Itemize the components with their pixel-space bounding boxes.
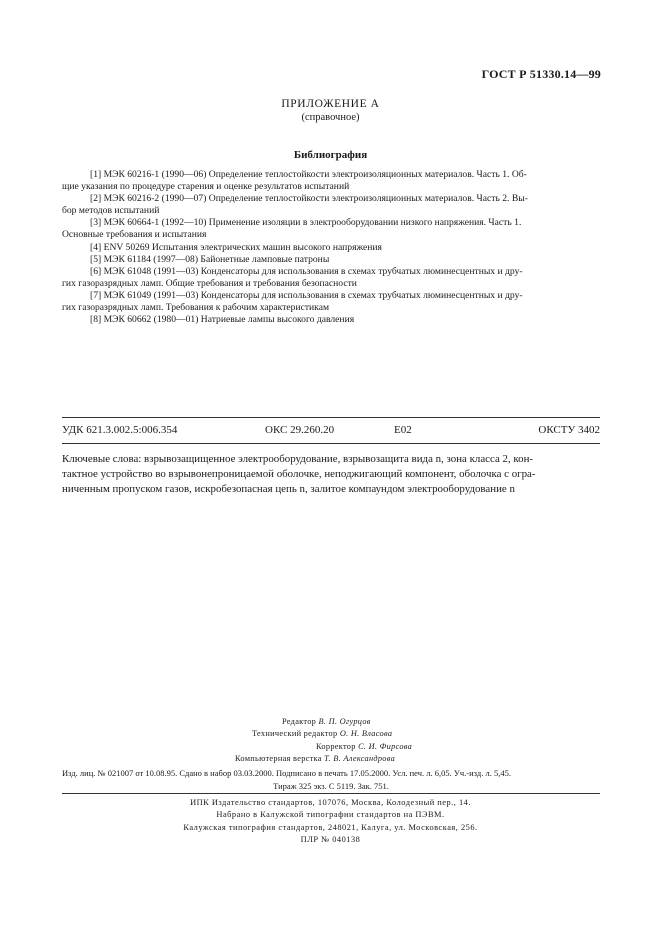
credit-name: О. Н. Власова bbox=[339, 729, 393, 739]
bibliography-line: гих газоразрядных ламп. Общие требования и требования безопасности bbox=[62, 277, 357, 289]
keywords-line: тактное устройство во взрывонепроницаемой оболочке, неподжигающий компонент, оболочка с огра- bbox=[62, 468, 536, 480]
okstu-code: ОКСТУ 3402 bbox=[538, 424, 600, 436]
bibliography-entry bbox=[62, 266, 600, 290]
udk-code: УДК 621.3.002.5:006.354 bbox=[62, 424, 178, 436]
print-info-block bbox=[62, 767, 600, 793]
publisher-block bbox=[0, 797, 661, 846]
appendix-subtitle: (справочное) bbox=[301, 112, 360, 123]
print-info-line: Тираж 325 экз. С 5119. Зак. 751. bbox=[273, 781, 389, 791]
credit-editor bbox=[200, 716, 500, 728]
credit-name: Т. В. Александрова bbox=[324, 753, 396, 763]
classification-row bbox=[62, 424, 600, 438]
oks-code: ОКС 29.260.20 bbox=[265, 424, 335, 436]
publisher-line: ПЛР № 040138 bbox=[300, 834, 361, 844]
publisher-line: Набрано в Калужской типографии стандартов на ПЭВМ. bbox=[216, 810, 445, 820]
credit-proofreader bbox=[200, 741, 500, 753]
divider-line bbox=[62, 793, 600, 794]
bibliography-entry bbox=[62, 254, 600, 266]
bibliography-entry bbox=[62, 193, 600, 217]
bibliography-entry bbox=[62, 314, 600, 326]
keywords-block bbox=[62, 452, 600, 497]
bibliography-line: [5] МЭК 61184 (1997—08) Байонетные ламповые патроны bbox=[90, 253, 330, 265]
bibliography-line: [7] МЭК 61049 (1991—03) Конденсаторы для использования в схемах трубчатых люминесцентных и дру- bbox=[90, 289, 523, 301]
credit-tech-editor bbox=[200, 728, 500, 740]
credit-layout bbox=[200, 753, 500, 765]
bibliography-entry bbox=[62, 242, 600, 254]
bibliography-line: [4] ENV 50269 Испытания электрических машин высокого напряжения bbox=[90, 241, 382, 253]
bibliography-list bbox=[62, 169, 600, 326]
print-info-line: Изд. лиц. № 021007 от 10.08.95. Сдано в набор 03.03.2000. Подписано в печать 17.05.2000. Усл. печ. л. 6,05. Уч.-изд. л. 5,45. bbox=[62, 768, 511, 778]
credit-name: С. И. Фирсова bbox=[358, 741, 413, 751]
credit-role: Корректор bbox=[316, 741, 356, 751]
bibliography-entry bbox=[62, 169, 600, 193]
bibliography-line: [2] МЭК 60216-2 (1990—07) Определение теплостойкости электроизоляционных материалов. Часть 2. Вы- bbox=[90, 193, 528, 205]
bibliography-line: гих газоразрядных ламп. Требования к рабочим характеристикам bbox=[62, 302, 330, 314]
appendix-title: ПРИЛОЖЕНИЕ А bbox=[281, 98, 380, 110]
bibliography-heading: Библиография bbox=[293, 149, 368, 161]
bibliography-line: [8] МЭК 60662 (1980—01) Натриевые лампы высокого давления bbox=[90, 314, 355, 326]
divider-line bbox=[62, 443, 600, 444]
credit-name: В. П. Огурцов bbox=[318, 717, 371, 726]
keywords-line: Ключевые слова: взрывозащищенное электрооборудование, взрывозащита вида n, зона класса 2, кон- bbox=[62, 453, 534, 465]
bibliography-line: Основные требования и испытания bbox=[62, 229, 207, 241]
credit-role: Компьютерная верстка bbox=[235, 753, 322, 763]
keywords-line: ниченным пропуском газов, искробезопасная цепь n, залитое компаундом электрооборудование n bbox=[62, 483, 515, 495]
credits-block bbox=[200, 716, 500, 765]
bibliography-line: щие указания по процедуре старения и оценке результатов испытаний bbox=[62, 181, 350, 193]
group-code: Е02 bbox=[394, 424, 412, 436]
credit-role: Редактор bbox=[282, 717, 317, 726]
bibliography-line: [3] МЭК 60664-1 (1992—10) Применение изоляции в электрооборудовании низкого напряжения. Часть 1. bbox=[90, 217, 522, 229]
document-code-header: ГОСТ Р 51330.14—99 bbox=[481, 67, 601, 81]
bibliography-line: [6] МЭК 61048 (1991—03) Конденсаторы для использования в схемах трубчатых люминесцентных и дру- bbox=[90, 265, 523, 277]
divider-line bbox=[62, 417, 600, 418]
publisher-line: ИПК Издательство стандартов, 107076, Москва, Колодезный пер., 14. bbox=[190, 798, 471, 807]
bibliography-entry bbox=[62, 217, 600, 241]
credit-role: Технический редактор bbox=[252, 729, 338, 739]
bibliography-entry bbox=[62, 290, 600, 314]
publisher-line: Калужская типография стандартов, 248021, Калуга, ул. Московская, 256. bbox=[183, 822, 478, 832]
bibliography-line: [1] МЭК 60216-1 (1990—06) Определение теплостойкости электроизоляционных материалов. Часть 1. Об- bbox=[90, 169, 527, 180]
bibliography-line: бор методов испытаний bbox=[62, 205, 160, 217]
